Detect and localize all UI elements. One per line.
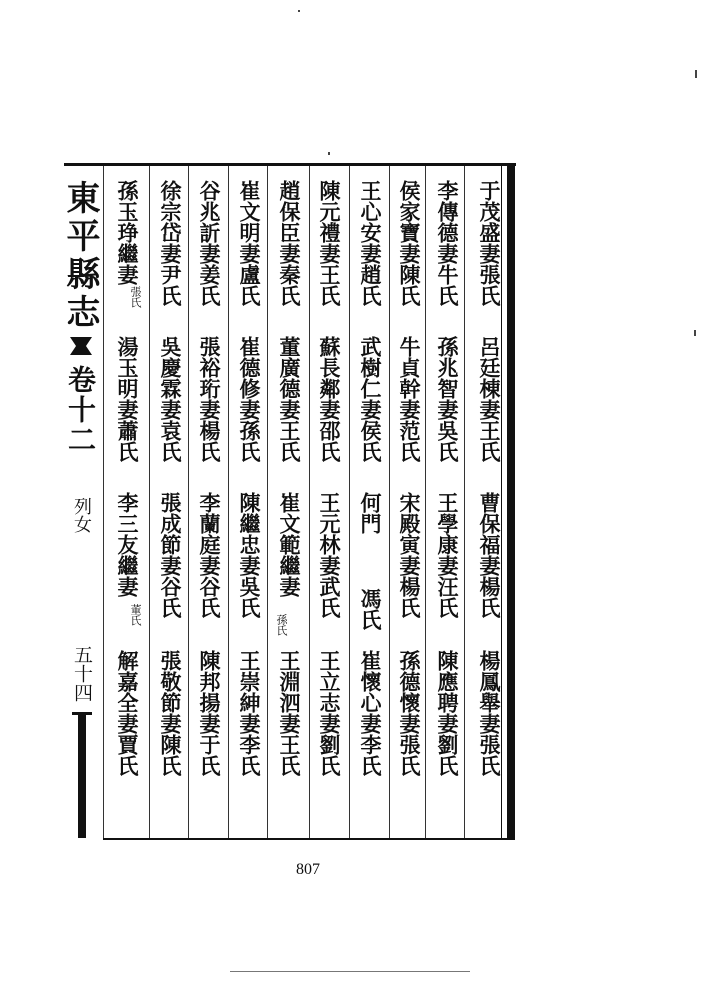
page-number: 807 bbox=[296, 861, 320, 878]
book-title: 東平縣志 bbox=[60, 180, 100, 332]
entry: 陳應聘妻劉氏 bbox=[435, 650, 460, 776]
entry: 李三友繼妻 bbox=[115, 492, 140, 597]
entry: 陳繼忠妻吳氏 bbox=[237, 492, 262, 618]
margin-bar bbox=[78, 712, 86, 838]
frame-top-border bbox=[64, 163, 516, 166]
section-label: 列女 bbox=[71, 497, 92, 533]
entry: 王學康妻汪氏 bbox=[435, 492, 460, 618]
column-rule bbox=[267, 166, 268, 838]
entry: 張成節妻谷氏 bbox=[158, 492, 183, 618]
column-rule bbox=[103, 166, 104, 838]
entry: 徐宗岱妻尹氏 bbox=[158, 180, 183, 306]
entry: 陳元禮妻王氏 bbox=[317, 180, 342, 306]
column-rule bbox=[349, 166, 350, 838]
entry: 呂廷棟妻王氏 bbox=[477, 336, 502, 462]
column-rule bbox=[425, 166, 426, 838]
entry: 李傳德妻牛氏 bbox=[435, 180, 460, 306]
entry: 湯玉明妻蕭氏 bbox=[115, 336, 140, 462]
entry: 王淵泗妻王氏 bbox=[277, 650, 302, 776]
column-rule bbox=[149, 166, 150, 838]
scan-edge-line bbox=[230, 971, 470, 972]
entry: 王崇紳妻李氏 bbox=[237, 650, 262, 776]
entry: 孫兆智妻吳氏 bbox=[435, 336, 460, 462]
entry: 王心安妻趙氏 bbox=[358, 180, 383, 306]
entry-annotation: 張氏 bbox=[129, 286, 142, 308]
scan-speck bbox=[695, 70, 697, 78]
volume-label: 卷十二 bbox=[64, 365, 97, 455]
entry-annotation: 董氏 bbox=[129, 604, 142, 626]
entry: 崔文範繼妻 bbox=[277, 492, 302, 597]
scan-speck bbox=[328, 152, 330, 155]
entry: 蘇長鄰妻邵氏 bbox=[317, 336, 342, 462]
column-rule bbox=[228, 166, 229, 838]
entry: 武樹仁妻侯氏 bbox=[358, 336, 383, 462]
entry: 解嘉全妻賈氏 bbox=[115, 650, 140, 776]
entry: 牛貞幹妻范氏 bbox=[397, 336, 422, 462]
entry: 孫德懷妻張氏 bbox=[397, 650, 422, 776]
entry: 張敬節妻陳氏 bbox=[158, 650, 183, 776]
scan-speck bbox=[298, 10, 300, 12]
column-rule bbox=[389, 166, 390, 838]
entry: 張裕珩妻楊氏 bbox=[197, 336, 222, 462]
entry: 楊鳳舉妻張氏 bbox=[477, 650, 502, 776]
entry: 董廣德妻王氏 bbox=[277, 336, 302, 462]
entry: 崔懷心妻李氏 bbox=[358, 650, 383, 776]
frame-bottom-border bbox=[103, 838, 515, 840]
entry: 崔德修妻孫氏 bbox=[237, 336, 262, 462]
entry: 陳邦揚妻于氏 bbox=[197, 650, 222, 776]
entry: 馮氏 bbox=[358, 588, 383, 630]
entry: 谷兆訢妻姜氏 bbox=[197, 180, 222, 306]
scan-speck bbox=[694, 330, 696, 336]
entry: 孫玉琤繼妻 bbox=[115, 180, 140, 285]
entry: 宋殿寅妻楊氏 bbox=[397, 492, 422, 618]
frame-right-border bbox=[507, 166, 515, 839]
entry: 吳慶霖妻袁氏 bbox=[158, 336, 183, 462]
entry: 曹保福妻楊氏 bbox=[477, 492, 502, 618]
leaf-number: 五十四 bbox=[71, 645, 93, 702]
entry: 何門 bbox=[358, 492, 383, 534]
column-rule bbox=[309, 166, 310, 838]
entry-annotation: 孫氏 bbox=[275, 614, 288, 636]
fish-tail-mark-icon bbox=[68, 333, 94, 359]
entry: 趙保臣妻秦氏 bbox=[277, 180, 302, 306]
entry: 李蘭庭妻谷氏 bbox=[197, 492, 222, 618]
entry: 侯家寶妻陳氏 bbox=[397, 180, 422, 306]
entry: 王立志妻劉氏 bbox=[317, 650, 342, 776]
entry: 王元林妻武氏 bbox=[317, 492, 342, 618]
column-rule bbox=[188, 166, 189, 838]
entry: 于茂盛妻張氏 bbox=[477, 180, 502, 306]
entry: 崔文明妻盧氏 bbox=[237, 180, 262, 306]
column-rule bbox=[464, 166, 465, 838]
